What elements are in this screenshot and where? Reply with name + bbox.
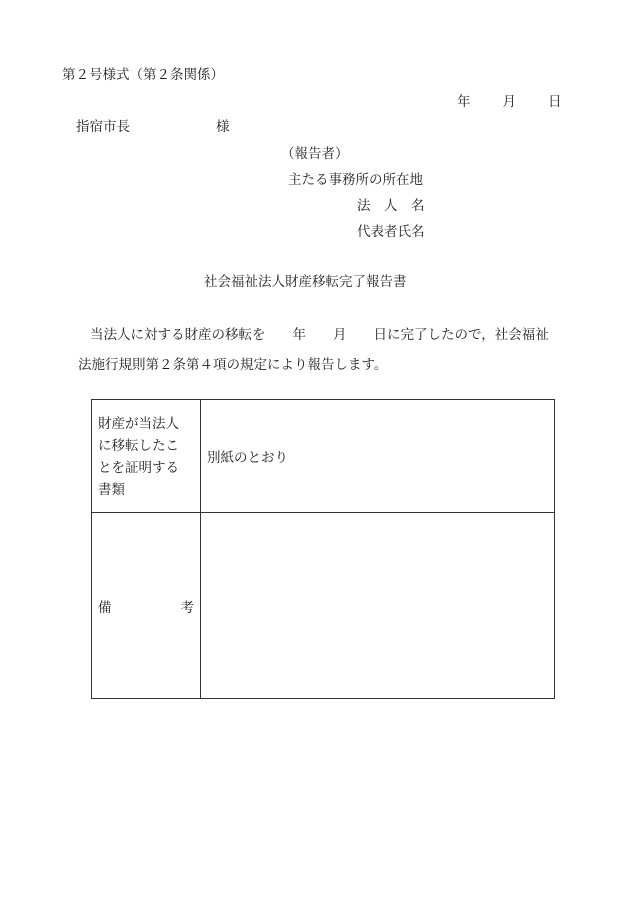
reporter-heading: （報告者） [281, 146, 349, 162]
representative-name-label: 代表者氏名 [357, 224, 425, 240]
date-line [457, 96, 562, 110]
remarks-label-left: 備 [98, 599, 112, 616]
body-line-2: 法施行規則第２条第４項の規定により報告します。 [78, 357, 388, 373]
report-body [62, 320, 582, 380]
table-row-remarks [92, 513, 555, 699]
form-number: 第２号様式（第２条関係） [62, 67, 224, 83]
remarks-label [92, 513, 201, 699]
document-title: 社会福祉法人財産移転完了報告書 [204, 274, 407, 290]
evidence-label-line: とを証明する [98, 460, 179, 476]
body-line-1: 当法人に対する財産の移転を 年 月 日に完了したので，社会福祉 [90, 327, 549, 343]
remarks-label-right: 考 [180, 599, 194, 616]
date-year: 年 [457, 94, 471, 110]
addressee-name: 指宿市長 [76, 119, 130, 135]
table-row-evidence [92, 400, 555, 513]
office-address-label: 主たる事務所の所在地 [288, 172, 423, 188]
date-month: 月 [502, 94, 516, 110]
evidence-label [92, 400, 201, 513]
evidence-value: 別紙のとおり [201, 400, 555, 513]
report-table [91, 399, 555, 699]
addressee-honorific: 様 [216, 119, 230, 135]
evidence-label-line: に移転したこ [98, 438, 179, 454]
evidence-label-line: 財産が当法人 [98, 416, 179, 432]
remarks-value [201, 513, 555, 699]
date-day: 日 [548, 94, 562, 110]
corporation-name-label: 法 人 名 [357, 198, 425, 214]
evidence-label-line: 書類 [98, 482, 125, 498]
